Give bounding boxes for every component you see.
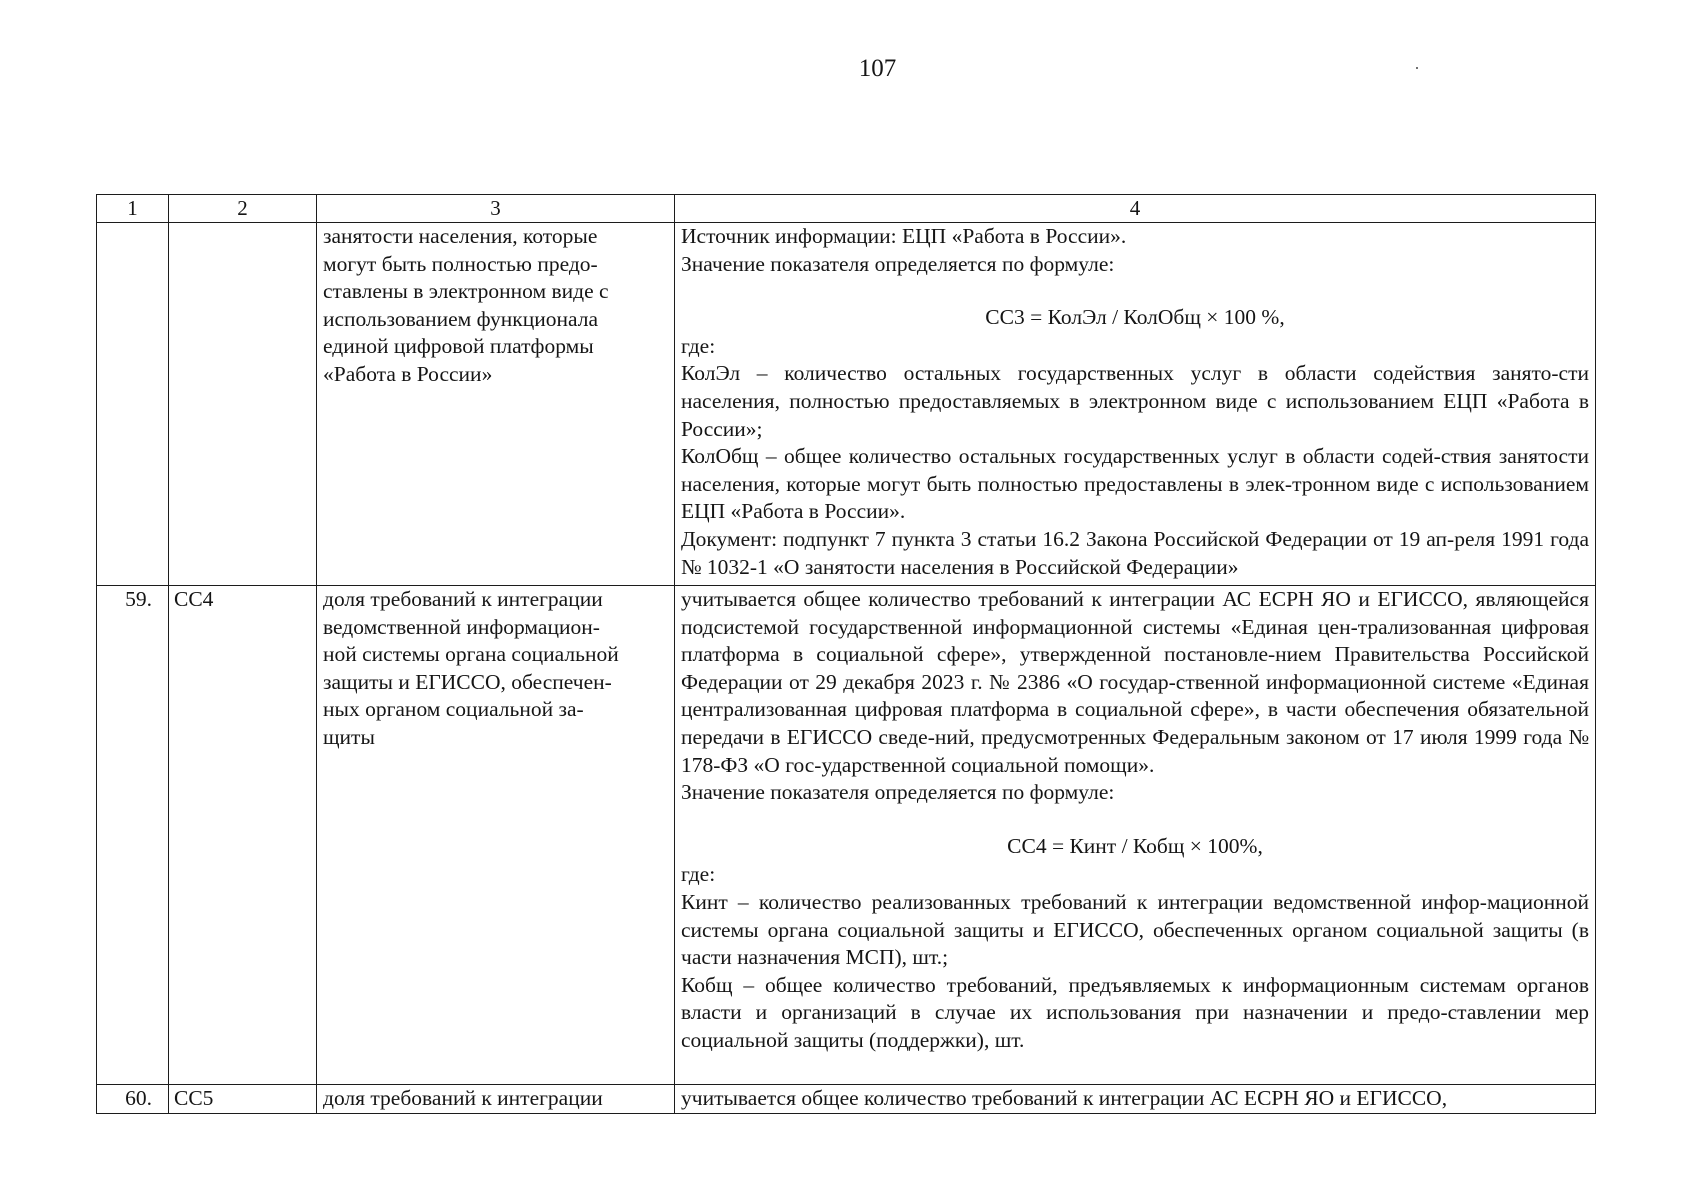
term-definition: Кинт – количество реализованных требований к интеграции ведомственной инфор-мационной системы органа социальной защиты и ЕГИССО, обеспеченных органом социальной защиты (в части назначения МСП), шт.; xyxy=(681,889,1589,970)
column-header-2: 2 xyxy=(169,195,317,223)
term-definition: Кобщ – общее количество требований, предъявляемых к информационным системам органов власти и организаций в случае их использования при назначении и предо-ставлении мер социальной защиты (поддержки), шт. xyxy=(681,972,1589,1052)
indicator-definition xyxy=(675,586,1596,1085)
table-row-59 xyxy=(97,586,1596,1085)
row-number xyxy=(97,223,169,586)
definition-text: учитывается общее количество требований к интеграции АС ЕСРН ЯО и ЕГИССО, xyxy=(681,1086,1448,1110)
column-header-3: 3 xyxy=(317,195,675,223)
description-line: ведомственной информацион- xyxy=(323,614,600,639)
indicator-description xyxy=(317,1085,675,1114)
description-line: ных органом социальной за- xyxy=(323,697,584,722)
definition-text: учитывается общее количество требований к интеграции АС ЕСРН ЯО и ЕГИССО, являющейся подсистемой государственной информационной системы «Единая цен-трализованная цифровая платформа в социальной сфере», утвержденной постановле-нием Правительства Российской Федерации от 29 декабря 2023 г. № 2386 «О государ-ственной информационной системе «Единая централизованная цифровая платформа в социальной сфере», в части обеспечения обязательной передачи в ЕГИССО сведе-ний, предусмотренных Федеральным законом от 17 июля 1999 года № 178-ФЗ «О гос-ударственной социальной помощи». xyxy=(681,587,1589,777)
indicator-definition xyxy=(675,223,1596,586)
description-line: занятости населения, которые xyxy=(323,224,598,248)
scan-artifact-dot xyxy=(1416,67,1418,69)
description-line: могут быть полностью предо- xyxy=(323,251,598,276)
table-row-60 xyxy=(97,1085,1596,1114)
column-header-4: 4 xyxy=(675,195,1596,223)
indicator-description xyxy=(317,223,675,586)
description-line: доля требований к интеграции xyxy=(323,587,603,611)
indicator-code: СС5 xyxy=(169,1085,317,1114)
description-line: доля требований к интеграции xyxy=(323,1086,603,1110)
indicator-code xyxy=(169,223,317,586)
description-line: ставлены в электронном виде с xyxy=(323,279,609,304)
formula: СС3 = КолЭл / КолОбщ × 100 %, xyxy=(985,305,1285,330)
indicators-table xyxy=(96,194,1596,1114)
indicator-code: СС4 xyxy=(169,586,317,1085)
indicator-definition xyxy=(675,1085,1596,1114)
description-line: единой цифровой платформы xyxy=(323,334,594,359)
table-header-row xyxy=(97,195,1596,223)
description-line: щиты xyxy=(323,724,375,749)
formula-intro: Значение показателя определяется по формуле: xyxy=(681,251,1115,276)
table-row-continuation xyxy=(97,223,1596,586)
description-line: использованием функционала xyxy=(323,306,598,331)
page-number: 107 xyxy=(858,55,897,82)
description-line: «Работа в России» xyxy=(323,361,493,386)
formula-intro: Значение показателя определяется по формуле: xyxy=(681,780,1115,805)
information-source: Источник информации: ЕЦП «Работа в России». xyxy=(681,224,1127,248)
row-number: 60. xyxy=(97,1085,169,1114)
legal-document: Документ: подпункт 7 пункта 3 статьи 16.2 Закона Российской Федерации от 19 ап-реля 1991 года № 1032-1 «О занятости населения в Российской Федерации» xyxy=(681,526,1589,579)
formula: СС4 = Кинт / Кобщ × 100%, xyxy=(1007,833,1263,858)
where-label: где: xyxy=(681,333,716,358)
where-label: где: xyxy=(681,862,716,887)
row-number: 59. xyxy=(97,586,169,1085)
description-line: ной системы органа социальной xyxy=(323,642,619,667)
term-definition: КолЭл – количество остальных государственных услуг в области содействия занято-сти населения, полностью предоставляемых в электронном виде с использованием ЕЦП «Работа в России»; xyxy=(681,361,1589,441)
description-line: защиты и ЕГИССО, обеспечен- xyxy=(323,669,612,694)
indicator-description xyxy=(317,586,675,1085)
term-definition: КолОбщ – общее количество остальных государственных услуг в области содей-ствия занятости населения, которые могут быть полностью предоставлены в элек-тронном виде с использованием ЕЦП «Работа в России». xyxy=(681,444,1589,524)
column-header-1: 1 xyxy=(97,195,169,223)
